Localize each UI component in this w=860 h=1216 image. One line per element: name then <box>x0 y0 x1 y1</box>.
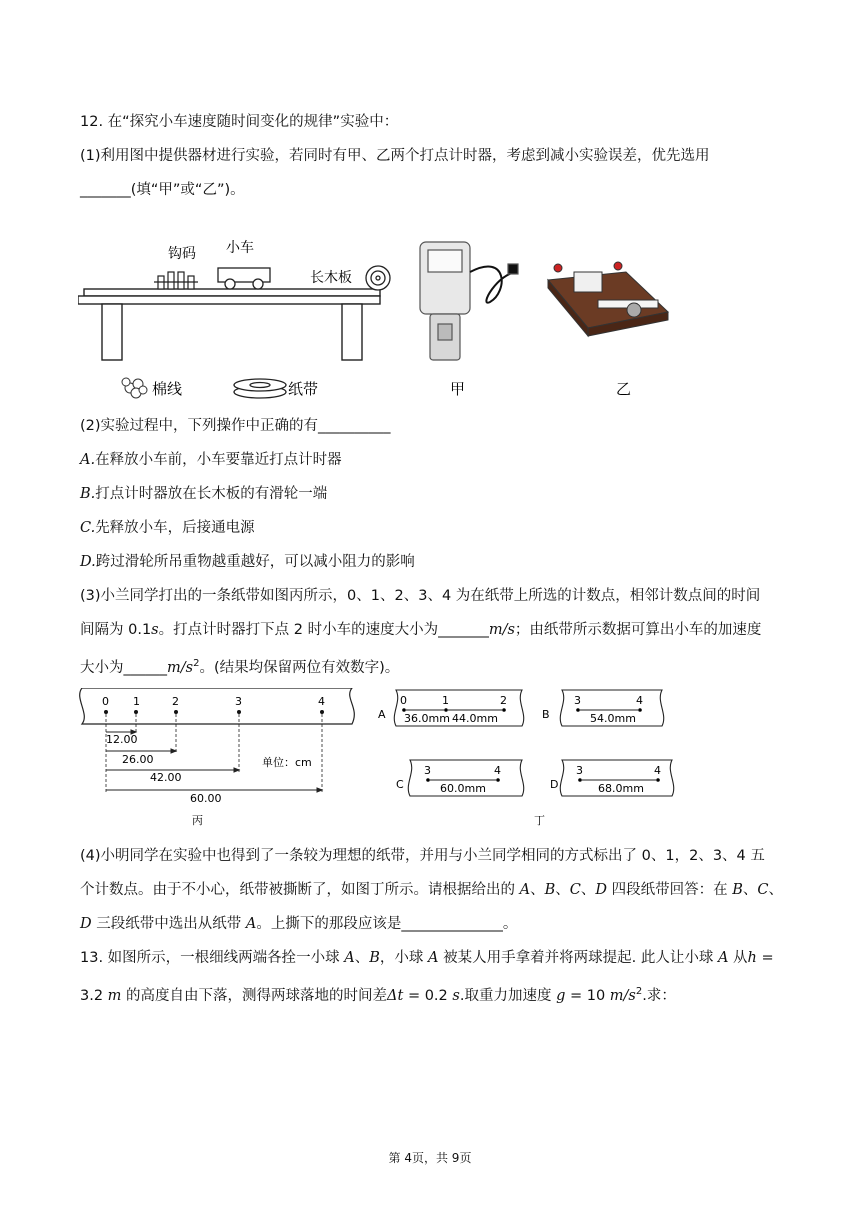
apparatus-figure <box>78 232 678 407</box>
caption-ding: 丁 <box>534 814 545 827</box>
option-b-letter: B. <box>80 486 96 502</box>
table-leg-right <box>342 304 362 360</box>
distance-3: 42.00 <box>150 771 182 784</box>
point-3-label: 3 <box>235 695 242 708</box>
table-top <box>78 296 380 304</box>
p3-unit-velocity: m/s <box>488 622 515 638</box>
timer-yi-image <box>548 262 668 336</box>
p3-unit-accel: m/s <box>167 659 194 676</box>
table-leg-left <box>102 304 122 360</box>
svg-text:60.0mm: 60.0mm <box>440 782 486 795</box>
weight-icon <box>154 272 198 289</box>
svg-text:68.0mm: 68.0mm <box>598 782 644 795</box>
q12-title: 12. 在“探究小车速度随时间变化的规律”实验中： <box>80 114 399 130</box>
distance-2: 26.00 <box>122 753 154 766</box>
caption-bing: 丙 <box>192 814 203 827</box>
svg-text:4: 4 <box>494 764 501 777</box>
tape-roll-icon <box>234 379 286 398</box>
option-a-text: 在释放小车前，小车要靠近打点计时器 <box>95 452 342 468</box>
p3-unit-s: s <box>151 622 159 638</box>
label-car: 小车 <box>226 240 254 256</box>
car-icon <box>218 268 270 289</box>
svg-text:0: 0 <box>400 694 407 707</box>
option-c <box>80 518 255 538</box>
unit-label: 单位：cm <box>262 756 312 769</box>
label-yi: 乙 <box>616 380 632 398</box>
option-c-letter: C. <box>80 520 96 536</box>
option-a <box>80 450 342 470</box>
option-b-text: 打点计时器放在长木板的有滑轮一端 <box>95 486 328 502</box>
svg-text:4: 4 <box>654 764 661 777</box>
timer-jia-image <box>420 242 518 360</box>
thread-icon <box>122 378 147 398</box>
legend-thread: 棉线 <box>152 380 183 398</box>
option-d-letter: D. <box>80 554 96 570</box>
svg-text:3: 3 <box>574 694 581 707</box>
q12-part3-line2 <box>80 620 761 640</box>
q12-part4-line2: 个计数点。由于不小心，纸带被撕断了，如图丁所示。请根据给出的 A、B、C、D 四段纸带回答：在 B、C、 <box>80 882 783 898</box>
p3-text-d: 大小为______ <box>80 659 167 676</box>
p3-text-c: ；由纸带所示数据可算出小车的加速度 <box>514 622 762 638</box>
legend-tape: 纸带 <box>288 380 319 398</box>
point-2-label: 2 <box>172 695 179 708</box>
tape-d-label: D <box>550 778 559 791</box>
p3-text-a: 间隔为 0.1 <box>80 622 152 638</box>
tape-strip <box>80 688 355 724</box>
svg-text:4: 4 <box>636 694 643 707</box>
q12-part4-line3: D 三段纸带中选出从纸带 A。上撕下的那段应该是______________。 <box>80 916 518 932</box>
distance-1: 12.00 <box>106 733 138 746</box>
q12-part3-line1: (3)小兰同学打出的一条纸带如图丙所示，0、1、2、3、4 为在纸带上所选的计数点，相邻计数点间的时间 <box>80 588 761 604</box>
tape-a-label: A <box>378 708 386 721</box>
svg-text:3: 3 <box>424 764 431 777</box>
svg-text:1: 1 <box>442 694 449 707</box>
q12-part1-line2: _______(填“甲”或“乙”)。 <box>80 182 245 198</box>
q12-part1-line1: (1)利用图中提供器材进行实验，若同时有甲、乙两个打点计时器，考虑到减小实验误差，优先选用 <box>80 148 710 164</box>
point-4-label: 4 <box>318 695 325 708</box>
svg-text:2: 2 <box>500 694 507 707</box>
q12-part4-line1: (4)小明同学在实验中也得到了一条较为理想的纸带，并用与小兰同学相同的方式标出了 0、1，2、3、4 五 <box>80 848 765 864</box>
q13-line1: 13. 如图所示，一根细线两端各拴一小球 A、B，小球 A 被某人用手拿着并将两球提起. 此人让小球 A 从h = <box>80 950 774 966</box>
option-d-text: 跨过滑轮所吊重物越重越好，可以减小阻力的影响 <box>95 554 415 570</box>
svg-text:3: 3 <box>576 764 583 777</box>
q12-part3-line3: 大小为$\_\_\_\_\_\_m/s^2$。(结果均保留两位有效数字)。 <box>80 658 400 676</box>
option-b <box>80 484 327 504</box>
distance-4: 60.00 <box>190 792 222 805</box>
p3-text-b: 。打点计时器打下点 2 时小车的速度大小为_______ <box>158 622 489 638</box>
tape-b-label: B <box>542 708 550 721</box>
label-board: 长木板 <box>310 270 352 286</box>
page-footer: 第 4页，共 9页 <box>388 1151 472 1165</box>
tape-figure-bing <box>76 688 360 828</box>
option-c-text: 先释放小车，后接通电源 <box>95 520 255 536</box>
point-0-label: 0 <box>102 695 109 708</box>
p3-text-e: 。(结果均保留两位有效数字)。 <box>199 659 400 676</box>
tape-figure-ding <box>376 688 696 828</box>
q12-part2: (2)实验过程中，下列操作中正确的有__________ <box>80 418 391 434</box>
label-weight: 钩码 <box>168 246 196 262</box>
svg-text:36.0mm: 36.0mm <box>404 712 450 725</box>
board-top <box>84 289 380 296</box>
label-jia: 甲 <box>450 380 466 398</box>
option-d <box>80 552 415 572</box>
option-a-letter: A. <box>80 452 96 468</box>
svg-text:54.0mm: 54.0mm <box>590 712 636 725</box>
q13-line2: 3.2 m 的高度自由下落，测得两球落地的时间差Δt = 0.2 s.取重力加速度 g = 10 $m/s^2$.求： <box>80 986 676 1004</box>
pulley-icon <box>366 266 390 290</box>
tape-c-label: C <box>396 778 404 791</box>
point-1-label: 1 <box>133 695 140 708</box>
svg-text:44.0mm: 44.0mm <box>452 712 498 725</box>
